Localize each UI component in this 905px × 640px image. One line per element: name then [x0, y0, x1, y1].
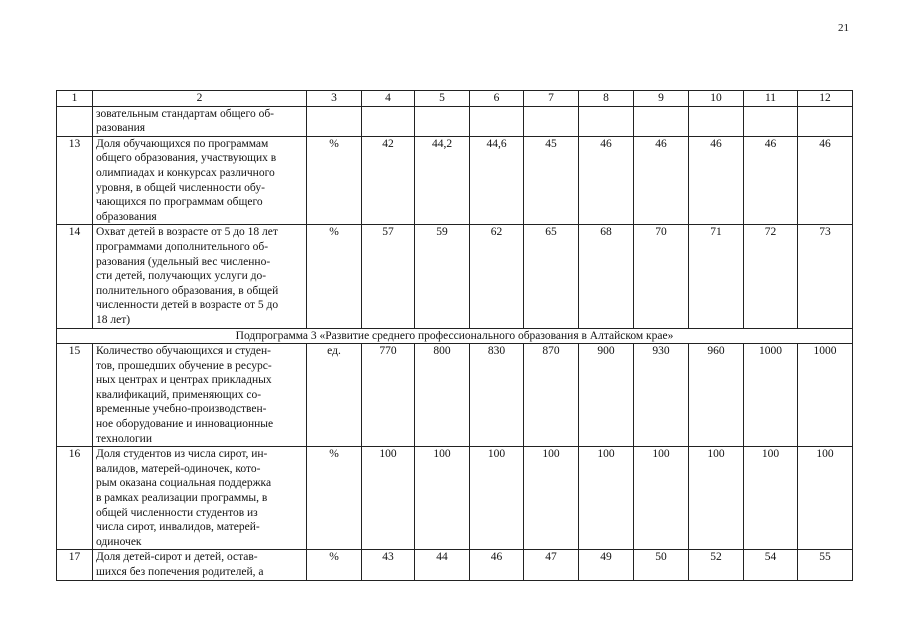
- indicator-value: 44,6: [470, 136, 524, 225]
- column-number: 6: [470, 91, 524, 107]
- indicator-value: 930: [634, 344, 689, 447]
- indicator-value: 45: [524, 136, 579, 225]
- indicator-value: 100: [744, 447, 798, 550]
- table-row: [57, 550, 853, 580]
- indicator-value: 42: [362, 136, 415, 225]
- indicator-value: 57: [362, 225, 415, 328]
- indicator-value: 100: [524, 447, 579, 550]
- row-number: 16: [57, 447, 93, 550]
- description-line: общей численности студентов из: [96, 506, 258, 519]
- column-number: 1: [57, 91, 93, 107]
- indicator-description: [93, 136, 307, 225]
- indicator-value: 72: [744, 225, 798, 328]
- indicator-value: 68: [579, 225, 634, 328]
- indicator-value: 52: [689, 550, 744, 580]
- indicator-description: [93, 550, 307, 580]
- description-line: Количество обучающихся и студен-: [96, 345, 271, 358]
- indicator-value: 100: [579, 447, 634, 550]
- indicator-value: 100: [470, 447, 524, 550]
- indicator-value: 870: [524, 344, 579, 447]
- column-number: 3: [307, 91, 362, 107]
- indicator-value: 49: [579, 550, 634, 580]
- description-line: численности детей в возрасте от 5 до: [96, 299, 279, 312]
- indicator-value: 800: [415, 344, 470, 447]
- indicator-value: 73: [798, 225, 853, 328]
- unit-of-measure: %: [307, 447, 362, 550]
- description-line: олимпиадах и конкурсах различного: [96, 166, 275, 179]
- indicator-value: 46: [634, 136, 689, 225]
- indicator-value: [470, 106, 524, 136]
- indicator-value: [415, 106, 470, 136]
- indicator-value: 46: [470, 550, 524, 580]
- column-number: 12: [798, 91, 853, 107]
- description-line: Охват детей в возрасте от 5 до 18 лет: [96, 226, 278, 239]
- indicator-value: 59: [415, 225, 470, 328]
- description-line: технологии: [96, 432, 152, 445]
- column-number: 10: [689, 91, 744, 107]
- table-row: [57, 447, 853, 550]
- indicator-value: 70: [634, 225, 689, 328]
- indicator-description: [93, 225, 307, 328]
- indicator-value: 46: [689, 136, 744, 225]
- description-line: валидов, матерей-одиночек, кото-: [96, 462, 261, 475]
- unit-of-measure: [307, 106, 362, 136]
- unit-of-measure: %: [307, 550, 362, 580]
- indicator-value: [634, 106, 689, 136]
- indicator-value: 100: [415, 447, 470, 550]
- indicator-value: 46: [798, 136, 853, 225]
- indicator-value: 100: [689, 447, 744, 550]
- description-line: ное оборудование и инновационные: [96, 418, 274, 431]
- description-line: ных центрах и центрах прикладных: [96, 374, 272, 387]
- description-line: временные учебно-производствен-: [96, 403, 267, 416]
- description-line: разования: [96, 122, 146, 135]
- indicator-value: 62: [470, 225, 524, 328]
- description-line: уровня, в общей численности обу-: [96, 181, 265, 194]
- indicator-value: 1000: [798, 344, 853, 447]
- description-line: полнительного образования, в общей: [96, 284, 279, 297]
- description-line: шихся без попечения родителей, а: [96, 566, 264, 578]
- indicator-value: 100: [362, 447, 415, 550]
- column-number: 7: [524, 91, 579, 107]
- column-number: 2: [93, 91, 307, 107]
- column-number: 11: [744, 91, 798, 107]
- table-row: [57, 106, 853, 136]
- indicator-value: 44: [415, 550, 470, 580]
- description-line: одиночек: [96, 535, 142, 548]
- row-number: 13: [57, 136, 93, 225]
- indicator-value: [579, 106, 634, 136]
- subprogram-heading-row: [57, 328, 853, 344]
- table-row: [57, 344, 853, 447]
- unit-of-measure: %: [307, 225, 362, 328]
- indicator-value: 47: [524, 550, 579, 580]
- description-line: Доля студентов из числа сирот, ин-: [96, 448, 268, 461]
- indicator-value: [689, 106, 744, 136]
- row-number: 15: [57, 344, 93, 447]
- row-number: 14: [57, 225, 93, 328]
- description-line: разования (удельный вес численно-: [96, 255, 271, 268]
- description-line: чающихся по программам общего: [96, 196, 263, 209]
- indicator-value: [744, 106, 798, 136]
- column-number: 4: [362, 91, 415, 107]
- description-line: общего образования, участвующих в: [96, 152, 277, 165]
- unit-of-measure: %: [307, 136, 362, 225]
- description-line: числа сирот, инвалидов, матерей-: [96, 521, 260, 534]
- table-row: [57, 225, 853, 328]
- indicator-value: 44,2: [415, 136, 470, 225]
- description-line: Доля детей-сирот и детей, остав-: [96, 551, 258, 564]
- indicator-description: [93, 344, 307, 447]
- description-line: зовательным стандартам общего об-: [96, 107, 275, 120]
- subprogram-heading: Подпрограмма 3 «Развитие среднего профессионального образования в Алтайском крае»: [57, 328, 853, 344]
- indicator-value: 100: [634, 447, 689, 550]
- description-line: тов, прошедших обучение в ресурс-: [96, 359, 272, 372]
- indicator-value: 50: [634, 550, 689, 580]
- indicator-value: 54: [744, 550, 798, 580]
- row-number: 17: [57, 550, 93, 580]
- indicator-value: 770: [362, 344, 415, 447]
- indicator-value: 55: [798, 550, 853, 580]
- indicator-table: [56, 90, 853, 581]
- indicator-value: [362, 106, 415, 136]
- description-line: в рамках реализации программы, в: [96, 492, 268, 505]
- unit-of-measure: ед.: [307, 344, 362, 447]
- indicator-value: 100: [798, 447, 853, 550]
- indicator-value: 46: [744, 136, 798, 225]
- indicator-value: 43: [362, 550, 415, 580]
- indicator-value: 1000: [744, 344, 798, 447]
- indicator-value: 830: [470, 344, 524, 447]
- description-line: сти детей, получающих услуги до-: [96, 270, 267, 283]
- indicator-value: 960: [689, 344, 744, 447]
- table-row: [57, 136, 853, 225]
- indicator-value: 46: [579, 136, 634, 225]
- indicator-description: [93, 106, 307, 136]
- indicator-value: [524, 106, 579, 136]
- column-number-row: [57, 91, 853, 107]
- indicator-value: 65: [524, 225, 579, 328]
- page-number: 21: [838, 22, 849, 34]
- indicator-value: 900: [579, 344, 634, 447]
- description-line: 18 лет): [96, 313, 131, 326]
- indicator-value: [798, 106, 853, 136]
- description-line: рым оказана социальная поддержка: [96, 477, 272, 490]
- description-line: квалификаций, применяющих со-: [96, 388, 262, 401]
- indicator-description: [93, 447, 307, 550]
- description-line: Доля обучающихся по программам: [96, 137, 269, 150]
- row-number: [57, 106, 93, 136]
- column-number: 8: [579, 91, 634, 107]
- description-line: образования: [96, 210, 157, 223]
- description-line: программами дополнительного об-: [96, 240, 269, 253]
- indicator-value: 71: [689, 225, 744, 328]
- column-number: 5: [415, 91, 470, 107]
- column-number: 9: [634, 91, 689, 107]
